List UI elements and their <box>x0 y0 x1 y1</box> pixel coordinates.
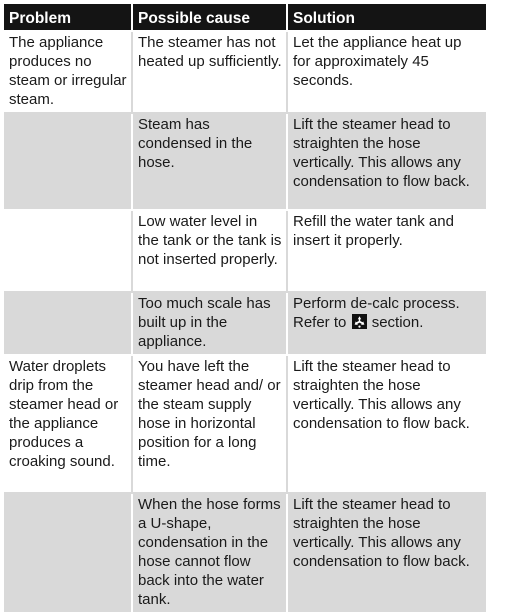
solution-cell: Lift the steamer head to straighten the hose vertically. This allows any condensation to flow back. <box>287 113 486 210</box>
solution-cell: Lift the steamer head to straighten the hose vertically. This allows any condensation to flow back. <box>287 355 486 493</box>
problem-cell <box>4 292 132 355</box>
descale-icon <box>352 314 367 329</box>
problem-cell: The appliance produces no steam or irregular steam. <box>4 31 132 113</box>
cause-cell: The steamer has not heated up sufficiently. <box>132 31 287 113</box>
header-solution: Solution <box>287 4 486 31</box>
cause-cell: Steam has condensed in the hose. <box>132 113 287 210</box>
table-row <box>4 210 486 292</box>
troubleshooting-table <box>4 4 486 614</box>
cause-cell: Low water level in the tank or the tank is not inserted properly. <box>132 210 287 292</box>
solution-cell: Refill the water tank and insert it properly. <box>287 210 486 292</box>
header-problem: Problem <box>4 4 132 31</box>
problem-cell <box>4 113 132 210</box>
solution-text: Perform de-calc process. Refer to <box>293 295 460 331</box>
cause-cell: You have left the steamer head and/ or the steam supply hose in horizontal position for a long time. <box>132 355 287 493</box>
table-row <box>4 355 486 493</box>
cause-cell: When the hose forms a U-shape, condensation in the hose cannot flow back into the water tank. <box>132 493 287 613</box>
cause-cell: Too much scale has built up in the appliance. <box>132 292 287 355</box>
solution-cell <box>287 292 486 355</box>
solution-text: section. <box>371 314 424 331</box>
table-row <box>4 31 486 113</box>
header-possible-cause: Possible cause <box>132 4 287 31</box>
problem-cell <box>4 493 132 613</box>
table-header-row <box>4 4 486 31</box>
solution-cell: Let the appliance heat up for approximately 45 seconds. <box>287 31 486 113</box>
problem-cell: Water droplets drip from the steamer head or the appliance produces a croaking sound. <box>4 355 132 493</box>
problem-cell <box>4 210 132 292</box>
table-row <box>4 292 486 355</box>
table-row <box>4 493 486 613</box>
solution-cell: Lift the steamer head to straighten the hose vertically. This allows any condensation to flow back. <box>287 493 486 613</box>
table-row <box>4 113 486 210</box>
